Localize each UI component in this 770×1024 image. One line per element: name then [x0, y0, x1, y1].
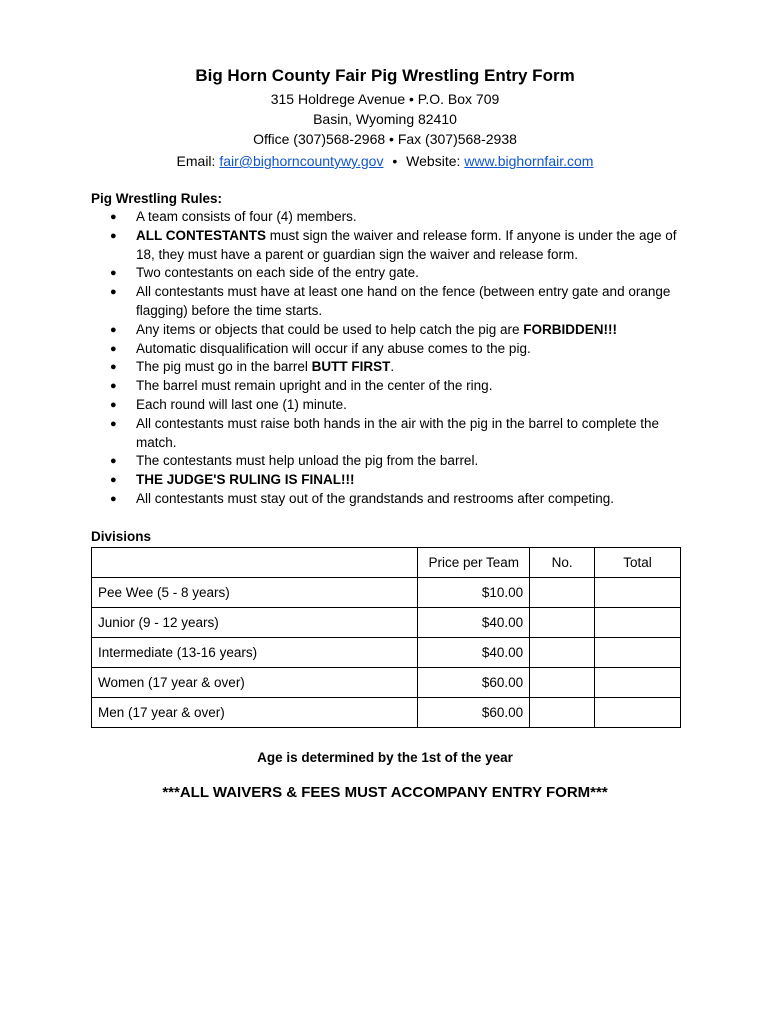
divisions-heading: Divisions [91, 529, 152, 544]
rule-text: A team consists of four (4) members. [136, 209, 357, 224]
count-cell[interactable] [530, 668, 595, 698]
rule-item [91, 208, 691, 227]
count-cell[interactable] [530, 638, 595, 668]
rule-text: . [390, 359, 395, 375]
rule-emphasis: BUTT FIRST [311, 359, 391, 375]
bullet-icon: ● [110, 417, 117, 430]
bullet-icon: ● [110, 323, 117, 336]
email-link[interactable]: fair@bighorncountywy.gov [219, 153, 384, 169]
fees-warning: ***ALL WAIVERS & FEES MUST ACCOMPANY ENTRY FORM*** [162, 784, 608, 801]
total-cell[interactable] [595, 578, 681, 608]
division-name: Intermediate (13-16 years) [92, 638, 418, 668]
table-row [92, 698, 681, 728]
rule-text: Automatic disqualification will occur if any abuse comes to the pig. [136, 340, 531, 356]
count-cell[interactable] [530, 608, 595, 638]
division-price: $60.00 [418, 668, 530, 698]
bullet-icon: ● [110, 398, 117, 411]
column-header [92, 548, 418, 578]
bullet-icon: ● [110, 474, 117, 487]
bullet-icon: ● [110, 267, 117, 280]
rule-item [91, 340, 691, 359]
rule-text: must sign the waiver and release form. If anyone is under the age of 18, they must have a parent or guardian sign the waiver and release form. [136, 227, 677, 262]
count-cell[interactable] [530, 698, 595, 728]
rule-item [91, 452, 691, 471]
rule-text: The pig must go in the barrel [136, 359, 312, 375]
division-price: $40.00 [418, 608, 530, 638]
table-row [92, 578, 681, 608]
total-cell[interactable] [595, 698, 681, 728]
table-header-row [92, 548, 681, 578]
website-link[interactable]: www.bighornfair.com [464, 153, 594, 169]
rule-text: All contestants must stay out of the grandstands and restrooms after competing. [136, 490, 614, 506]
rule-text: The barrel must remain upright and in the center of the ring. [136, 378, 493, 394]
division-price: $40.00 [418, 638, 530, 668]
bullet-icon: ● [110, 211, 117, 223]
rule-item [91, 471, 691, 490]
division-name: Men (17 year & over) [92, 698, 418, 728]
email-label: Email: [176, 153, 216, 169]
count-cell[interactable] [530, 578, 595, 608]
separator: • [392, 153, 398, 169]
rule-item [91, 415, 691, 453]
rules-heading: Pig Wrestling Rules: [91, 191, 223, 206]
total-cell[interactable] [595, 668, 681, 698]
division-name: Women (17 year & over) [92, 668, 418, 698]
bullet-icon: ● [110, 492, 117, 505]
column-header: No. [530, 548, 595, 578]
form-title: Big Horn County Fair Pig Wrestling Entry Form [195, 66, 575, 85]
rule-emphasis: ALL CONTESTANTS [136, 227, 266, 243]
total-cell[interactable] [595, 638, 681, 668]
rule-text: Each round will last one (1) minute. [136, 396, 347, 412]
table-row [92, 668, 681, 698]
bullet-icon: ● [110, 286, 117, 299]
table-row [92, 608, 681, 638]
rule-text: Any items or objects that could be used to help catch the pig are [136, 321, 524, 337]
address-line-2: Basin, Wyoming 82410 [313, 111, 457, 127]
rule-item [91, 396, 691, 415]
rule-item [91, 227, 691, 265]
division-price: $10.00 [418, 578, 530, 608]
table-row [92, 638, 681, 668]
rule-item [91, 283, 691, 321]
rule-text: All contestants must raise both hands in the air with the pig in the barrel to complete the match. [136, 415, 660, 450]
division-name: Pee Wee (5 - 8 years) [92, 578, 418, 608]
bullet-icon: ● [110, 229, 117, 242]
rule-text: All contestants must have at least one hand on the fence (between entry gate and orange flagging) before the time starts. [136, 284, 671, 318]
total-cell[interactable] [595, 608, 681, 638]
rule-item [91, 377, 691, 396]
bullet-icon: ● [110, 342, 117, 355]
rule-text: Two contestants on each side of the entry gate. [136, 265, 419, 281]
column-header: Total [595, 548, 681, 578]
division-name: Junior (9 - 12 years) [92, 608, 418, 638]
rule-item [91, 490, 691, 509]
division-price: $60.00 [418, 698, 530, 728]
website-label: Website: [406, 153, 461, 169]
bullet-icon: ● [110, 361, 117, 374]
rule-item [91, 264, 691, 283]
rule-text: The contestants must help unload the pig from the barrel. [136, 453, 479, 469]
bullet-icon: ● [110, 380, 117, 393]
rule-item [91, 321, 691, 340]
bullet-icon: ● [110, 455, 117, 468]
age-note: Age is determined by the 1st of the year [257, 750, 513, 765]
contact-line [0, 153, 770, 169]
column-header: Price per Team [418, 548, 530, 578]
rule-emphasis: THE JUDGE'S RULING IS FINAL!!! [136, 472, 355, 488]
rules-list [91, 208, 691, 509]
rule-item [91, 358, 691, 377]
address-line-1: 315 Holdrege Avenue • P.O. Box 709 [270, 91, 500, 107]
office-fax-line: Office (307)568-2968 • Fax (307)568-2938 [253, 131, 517, 147]
rule-emphasis: FORBIDDEN!!! [523, 321, 617, 337]
divisions-table [91, 547, 681, 728]
